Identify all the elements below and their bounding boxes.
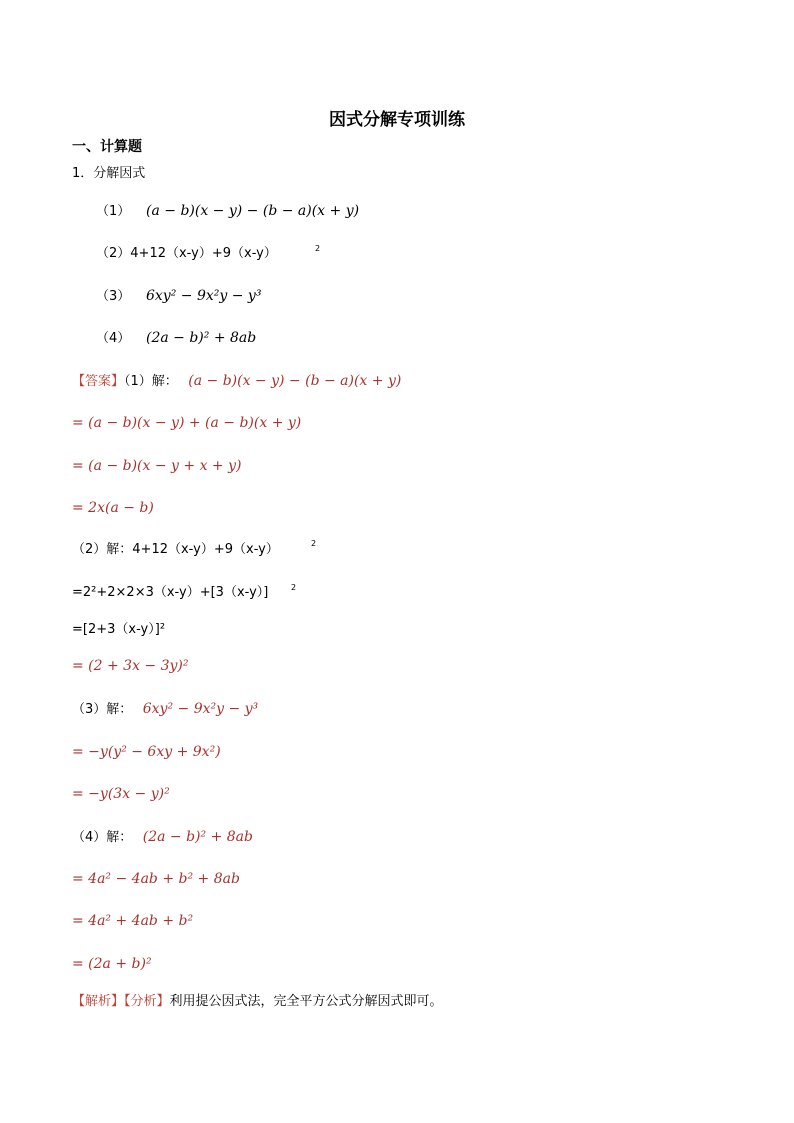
analysis-text: 利用提公因式法，完全平方公式分解因式即可。 bbox=[169, 994, 443, 1009]
answer-step: = (a − b)(x − y) + (a − b)(x + y) bbox=[72, 415, 302, 431]
question-item-label: （3） bbox=[96, 289, 131, 304]
answer-expression: 4+12（x-y）+9（x-y） bbox=[132, 542, 279, 557]
question-item-3 bbox=[96, 287, 261, 306]
question-number: 1．分解因式 bbox=[72, 166, 146, 181]
answer-step: = 2x(a − b) bbox=[72, 500, 154, 516]
question-item-1 bbox=[96, 202, 359, 221]
answer-step: = (2 + 3x − 3y)² bbox=[72, 658, 189, 674]
question-item-expression: (2a − b)² + 8ab bbox=[146, 330, 257, 346]
page-title: 因式分解专项训练 bbox=[329, 110, 465, 130]
analysis-tag: 【解析】【分析】 bbox=[72, 994, 170, 1009]
section-heading: 一、计算题 bbox=[72, 139, 142, 155]
question-item-label: （4） bbox=[96, 331, 131, 346]
answer-step: = −y(y² − 6xy + 9x²) bbox=[72, 744, 221, 760]
question-item-expression: 6xy² − 9x²y − y³ bbox=[146, 288, 262, 304]
answer-step: =[2+3（x-y）]² bbox=[72, 622, 166, 637]
question-item-4 bbox=[96, 329, 256, 348]
question-item-expression: 4+12（x-y）+9（x-y） bbox=[130, 246, 277, 261]
superscript-mark: 2 bbox=[311, 539, 317, 548]
answer-tag: 【答案】 bbox=[72, 374, 125, 389]
superscript-mark: 2 bbox=[291, 583, 297, 592]
answer-expression: 6xy² − 9x²y − y³ bbox=[142, 701, 259, 717]
question-item-2 bbox=[96, 245, 277, 263]
answer-part2-header bbox=[72, 541, 279, 559]
answer-step: = −y(3x − y)² bbox=[72, 786, 170, 802]
answer-expression: (2a − b)² + 8ab bbox=[142, 829, 253, 845]
question-item-expression: (a − b)(x − y) − (b − a)(x + y) bbox=[146, 203, 360, 219]
answer-part-label: （2）解： bbox=[72, 542, 133, 557]
answer-part-label: （3）解： bbox=[72, 702, 133, 717]
answer-step: = 4a² − 4ab + b² + 8ab bbox=[72, 871, 240, 887]
answer-part4-header bbox=[72, 828, 253, 847]
answer-step: = (a − b)(x − y + x + y) bbox=[72, 458, 242, 474]
question-item-label: （2） bbox=[96, 246, 131, 261]
answer-step: = 4a² + 4ab + b² bbox=[72, 913, 194, 929]
answer-part-label: （4）解： bbox=[72, 830, 133, 845]
question-item-label: （1） bbox=[96, 204, 131, 219]
answer-step: =2²+2×2×3（x-y）+[3（x-y）] bbox=[72, 585, 269, 600]
answer-part3-header bbox=[72, 700, 258, 719]
analysis-line bbox=[72, 992, 443, 1011]
superscript-mark: 2 bbox=[315, 244, 321, 253]
answer-step: = (2a + b)² bbox=[72, 956, 152, 972]
answer-part-label: （1）解： bbox=[124, 374, 178, 389]
answer-part1-header bbox=[72, 372, 401, 391]
answer-expression: (a − b)(x − y) − (b − a)(x + y) bbox=[188, 373, 402, 389]
